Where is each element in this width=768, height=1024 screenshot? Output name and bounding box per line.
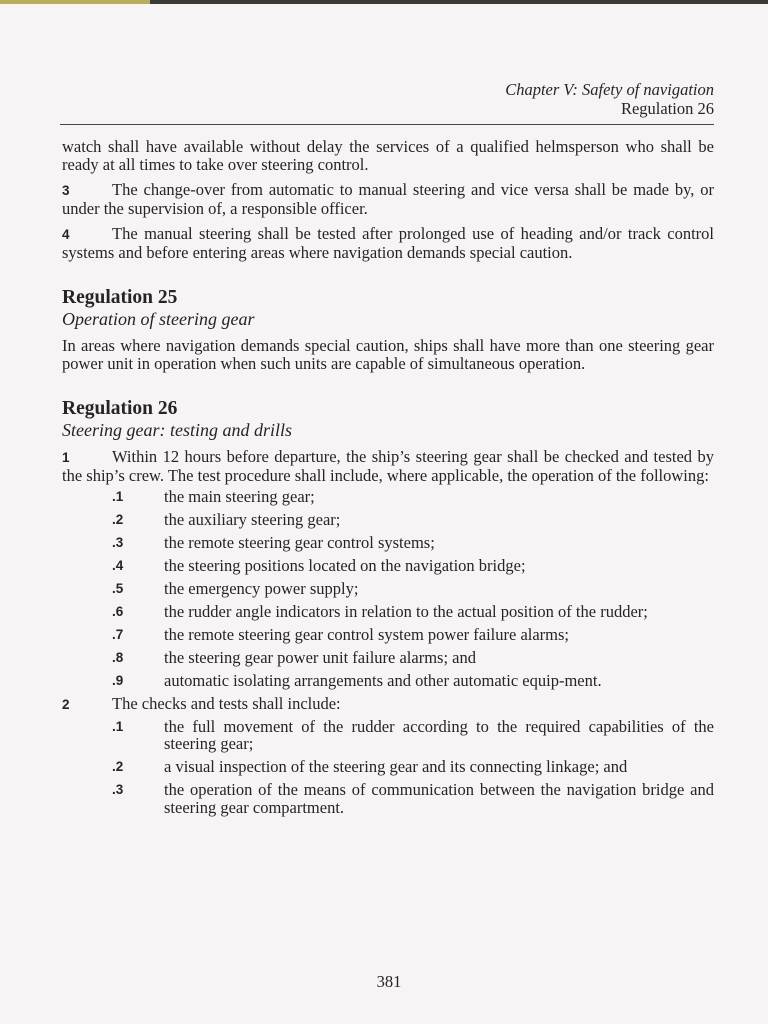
list-item xyxy=(62,718,714,753)
item-text: the remote steering gear control system power failure alarms; xyxy=(164,625,570,644)
reg24-paragraph-4 xyxy=(62,225,714,261)
item-text: the emergency power supply; xyxy=(164,579,359,598)
item-text: the rudder angle indicators in relation to the actual position of the rudder; xyxy=(164,602,648,621)
list-item xyxy=(62,672,714,690)
item-number: .4 xyxy=(112,558,124,573)
item-number: .9 xyxy=(112,673,124,688)
reg25-heading: Regulation 25 xyxy=(62,287,178,308)
item-number: .7 xyxy=(112,627,124,642)
continuation-paragraph: watch shall have available without delay the services of a qualified helmsperson who shall be ready at all times to take over steering control. xyxy=(62,137,714,174)
reg26-heading: Regulation 26 xyxy=(62,398,178,419)
list-item xyxy=(62,649,714,667)
item-text: the steering positions located on the navigation bridge; xyxy=(164,556,526,575)
scan-top-edge-accent xyxy=(0,0,150,4)
header-chapter: Chapter V: Safety of navigation xyxy=(505,80,714,99)
item-number: .3 xyxy=(112,782,124,797)
item-text: a visual inspection of the steering gear and its connecting linkage; and xyxy=(164,757,628,776)
list-item xyxy=(62,758,714,776)
item-number: .2 xyxy=(112,512,124,527)
page-body xyxy=(62,138,714,822)
item-number: .8 xyxy=(112,650,124,665)
list-item xyxy=(62,603,714,621)
paragraph-text: The change-over from automatic to manual steering and vice versa shall be made by, or under the supervision of, a responsible officer. xyxy=(62,180,714,218)
list-item xyxy=(62,626,714,644)
reg26-paragraph-2 xyxy=(62,695,714,714)
page-number: 381 xyxy=(376,972,402,991)
list-item xyxy=(62,781,714,816)
item-number: .5 xyxy=(112,581,124,596)
item-text: the full movement of the rudder according to the required capabilities of the steering gear; xyxy=(164,716,714,753)
reg26-para1-list xyxy=(62,488,714,690)
paragraph-text: The manual steering shall be tested after prolonged use of heading and/or track control systems and before entering areas where navigation demands special caution. xyxy=(62,224,714,262)
item-number: .6 xyxy=(112,604,124,619)
reg26-para2-list xyxy=(62,718,714,817)
item-text: the main steering gear; xyxy=(164,487,315,506)
reg24-paragraph-3 xyxy=(62,181,714,217)
item-text: automatic isolating arrangements and other automatic equip-ment. xyxy=(164,671,602,690)
item-text: the remote steering gear control systems; xyxy=(164,533,435,552)
paragraph-text: Within 12 hours before departure, the ship’s steering gear shall be checked and tested by the ship’s crew. The test procedure shall include, where applicable, the operation of the following: xyxy=(62,447,714,485)
item-text: the auxiliary steering gear; xyxy=(164,510,341,529)
header-rule xyxy=(60,124,714,125)
item-number: .1 xyxy=(112,489,124,504)
header-regulation: Regulation 26 xyxy=(620,99,714,118)
paragraph-number: 1 xyxy=(62,450,70,465)
list-item xyxy=(62,557,714,575)
item-number: .3 xyxy=(112,535,124,550)
item-number: .1 xyxy=(112,718,124,734)
paragraph-number: 4 xyxy=(62,227,70,242)
list-item xyxy=(62,488,714,506)
paragraph-number: 2 xyxy=(62,697,70,712)
item-number: .2 xyxy=(112,759,124,774)
item-text: the steering gear power unit failure alarms; and xyxy=(164,648,477,667)
paragraph-text: The checks and tests shall include: xyxy=(112,694,341,713)
reg25-subheading: Operation of steering gear xyxy=(62,309,255,329)
reg26-paragraph-1 xyxy=(62,448,714,484)
reg26-subheading: Steering gear: testing and drills xyxy=(62,420,292,440)
list-item xyxy=(62,534,714,552)
item-text: the operation of the means of communication between the navigation bridge and steering gear compartment. xyxy=(164,780,714,817)
list-item xyxy=(62,580,714,598)
paragraph-number: 3 xyxy=(62,183,70,198)
running-header xyxy=(505,80,714,118)
reg25-paragraph: In areas where navigation demands special caution, ships shall have more than one steering gear power unit in operation when such units are capable of simultaneous operation. xyxy=(62,336,714,373)
list-item xyxy=(62,511,714,529)
